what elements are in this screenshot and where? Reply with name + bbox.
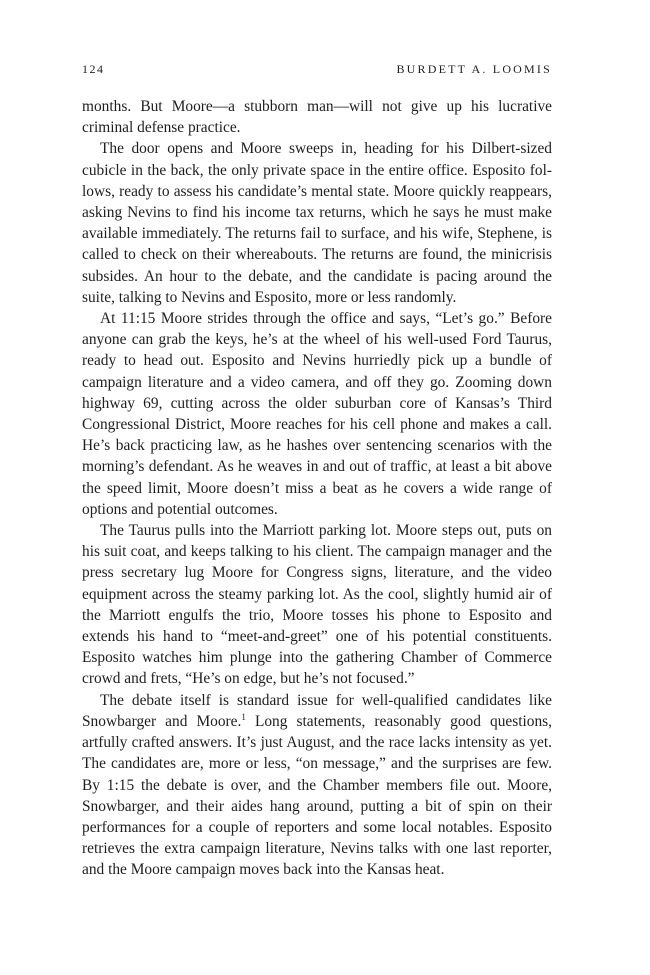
- paragraph-2: The door opens and Moore sweeps in, heading for his Dilbert-sized cubicle in the back, the only private space in the entire office. Esposito follows, ready to assess his candidate’s mental state. Moore quickly reappears, asking Nevins to find his income tax returns, which he says he must make available immediately. The returns fail to surface, and his wife, Stephene, is called to check on their whereabouts. The returns are found, the minicrisis subsides. An hour to the debate, and the candidate is pacing around the suite, talking to Nevins and Esposito, more or less randomly.: [82, 140, 552, 306]
- body-text: [82, 96, 552, 881]
- paragraph-4: The Taurus pulls into the Marriott parking lot. Moore steps out, puts on his suit coat, and keeps talking to his client. The campaign manager and the press secretary lug Moore for Congress signs, literature, and the video equipment across the steamy parking lot. As the cool, slightly humid air of the Marriott engulfs the trio, Moore tosses his phone to Esposito and extends his hand to “meet-and-greet” one of his potential constituents. Esposito watches him plunge into the gathering Chamber of Commerce crowd and frets, “He’s on edge, but he’s not focused.”: [82, 522, 552, 688]
- page-number: 124: [82, 62, 105, 76]
- book-page: [82, 62, 552, 881]
- running-title: BURDETT A. LOOMIS: [396, 62, 552, 76]
- footnote-mark: 1: [241, 711, 246, 722]
- paragraph-1: months. But Moore—a stubborn man—will not give up his lucrative criminal defense practice.: [82, 98, 552, 137]
- paragraph-3: At 11:15 Moore strides through the office and says, “Let’s go.” Before anyone can grab the keys, he’s at the wheel of his well-used Ford Taurus, ready to head out. Esposito and Nevins hurriedly pick up a bundle of campaign literature and a video camera, and off they go. Zooming down highway 69, cutting across the older suburban core of Kansas’s Third Congressional District, Moore reaches for his cell phone and makes a call. He’s back practicing law, as he hashes over sentencing scenarios with the morning’s defendant. As he weaves in and out of traffic, at least a bit above the speed limit, Moore doesn’t miss a beat as he covers a wide range of options and potential outcomes.: [82, 310, 552, 518]
- paragraph-5: [82, 690, 552, 881]
- running-head: [82, 62, 552, 84]
- paragraph-5-text-after-note: Long statements, reasonably good questions, artfully crafted answers. It’s just August, and the race lacks intensity as yet. The candidates are, more or less, “on message,” and the surprises are few. By 1:15 the debate is over, and the Chamber members file out. Moore, Snowbarger, and their aides hang around, putting a bit of spin on their performances for a couple of reporters and some local notables. Esposito retrieves the extra campaign literature, Nevins talks with one last reporter, and the Moore campaign moves back into the Kansas heat.: [82, 712, 552, 879]
- paragraph-5-text-before-note: The debate itself is standard issue for well-qualified candidates like Snowbarger and Moore.: [82, 691, 552, 730]
